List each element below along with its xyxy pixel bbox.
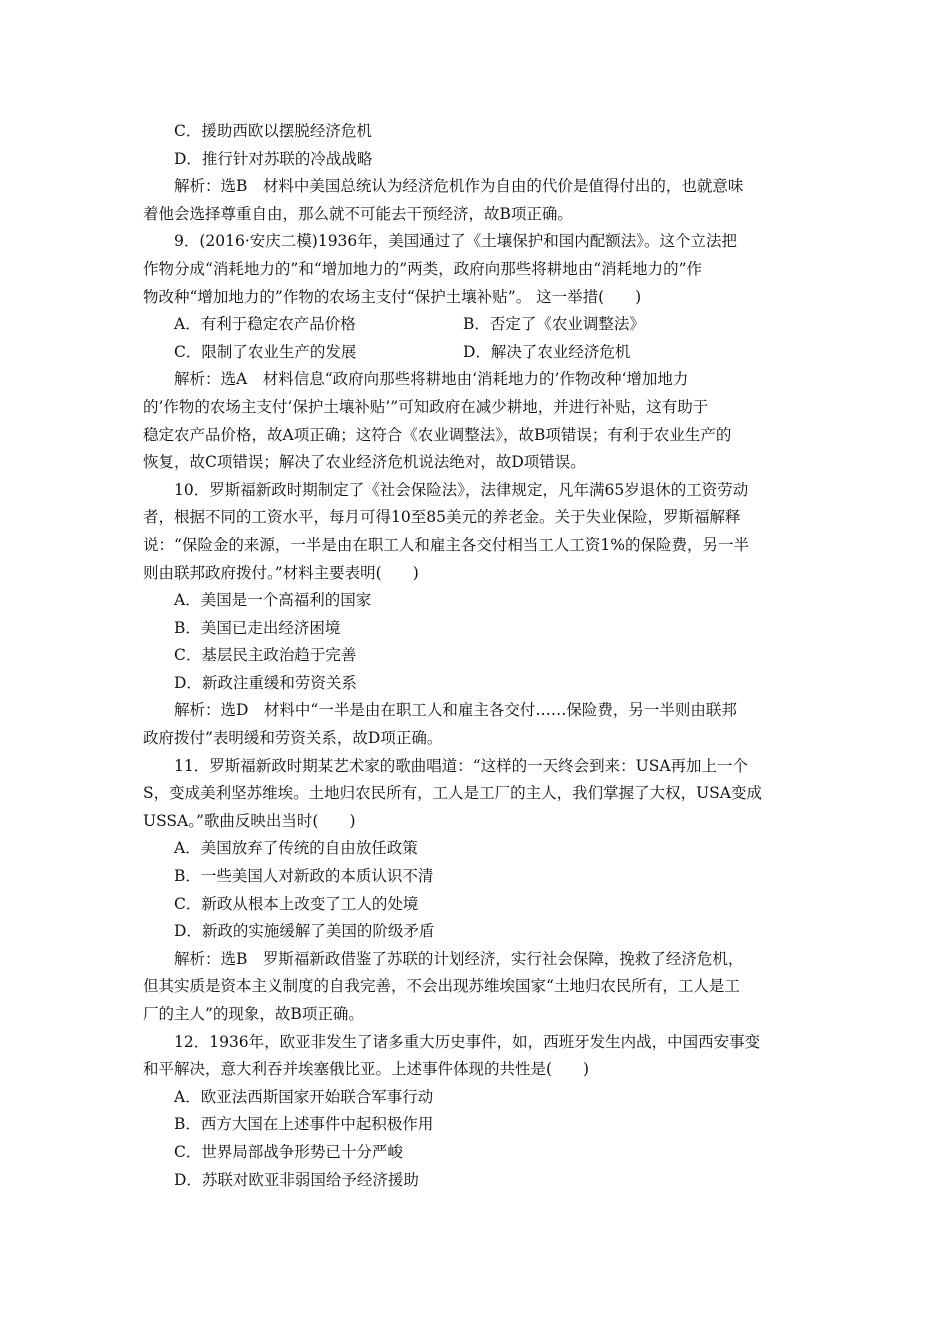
q9-analysis-line: 解析：选A 材料信息“政府向那些将耕地由‘消耗地力的’作物改种‘增加地力	[174, 370, 689, 389]
q12-option-a: A．欧亚法西斯国家开始联合军事行动	[174, 1087, 434, 1106]
q8-option-c: C．援助西欧以摆脱经济危机	[174, 122, 372, 140]
q12-stem-line: 12．1936年，欧亚非发生了诸多重大历史事件，如，西班牙发生内战，中国西安事变	[174, 1032, 761, 1051]
q11-option-a: A．美国放弃了传统的自由放任政策	[174, 839, 418, 858]
q11-analysis-line: 厂的主人”的现象，故B项正确。	[143, 1005, 364, 1023]
q11-analysis-line: 但其实质是资本主义制度的自我完善，不会出现苏维埃国家“土地归农民所有，工人是工	[143, 977, 740, 996]
q8-analysis-line: 着他会选择尊重自由，那么就不可能去干预经济，故B项正确。	[143, 204, 573, 223]
q8-option-d: D．推行针对苏联的冷战战略	[174, 149, 373, 168]
q10-stem-line: 10．罗斯福新政时期制定了《社会保险法》，法律规定，凡年满65岁退休的工资劳动	[174, 480, 749, 499]
q9-stem-line: 物改种“增加地力的”作物的农场主支付“保护土壤补贴”。 这一举措( )	[143, 287, 642, 306]
q10-option-c: C．基层民主政治趋于完善	[174, 646, 357, 665]
q9-option-a: A．有利于稳定农产品价格	[174, 315, 356, 334]
q10-option-a: A．美国是一个高福利的国家	[174, 591, 372, 610]
q11-option-c: C．新政从根本上改变了工人的处境	[174, 894, 419, 913]
q11-stem-line: USSA。”歌曲反映出当时( )	[143, 811, 356, 830]
q10-option-b: B．美国已走出经济困境	[174, 618, 341, 637]
q11-option-b: B．一些美国人对新政的本质认识不清	[174, 867, 434, 886]
q10-analysis-line: 解析：选D 材料中“一半是由在职工人和雇主各交付……保险费，另一半则由联邦	[174, 701, 737, 720]
q10-stem-line: 者，根据不同的工资水平，每月可得10至85美元的养老金。关于失业保险，罗斯福解释	[143, 508, 741, 527]
q9-analysis-line: 的’作物的农场主支付‘保护土壤补贴’”可知政府在减少耕地，并进行补贴，这有助于	[143, 397, 709, 416]
q11-stem-line: S，变成美利坚苏维埃。土地归农民所有，工人是工厂的主人，我们掌握了大权，USA变成	[143, 784, 762, 803]
q8-analysis-line: 解析：选B 材料中美国总统认为经济危机作为自由的代价是值得付出的，也就意味	[174, 177, 744, 196]
q9-option-d: D．解决了农业经济危机	[463, 342, 631, 361]
document-page	[143, 118, 809, 1194]
q10-stem-line: 说：“保险金的来源，一半是由在职工人和雇主各交付相当工人工资1%的保险费，另一半	[143, 535, 750, 554]
q9-option-b: B．否定了《农业调整法》	[463, 315, 645, 334]
q10-analysis-line: 政府拨付”表明缓和劳资关系，故D项正确。	[143, 729, 443, 748]
q11-analysis-line: 解析：选B 罗斯福新政借鉴了苏联的计划经济，实行社会保障，挽救了经济危机，	[174, 949, 744, 968]
q9-stem-line: 9．(2016·安庆二模)1936年，美国通过了《土壤保护和国内配额法》。这个立法把	[174, 232, 738, 251]
q10-stem-line: 则由联邦政府拨付。”材料主要表明( )	[143, 563, 419, 582]
q9-analysis-line: 恢复，故C项错误；解决了农业经济危机说法绝对，故D项错误。	[143, 453, 586, 472]
q12-stem-line: 和平解决，意大利吞并埃塞俄比亚。上述事件体现的共性是( )	[143, 1060, 590, 1079]
q11-option-d: D．新政的实施缓解了美国的阶级矛盾	[174, 922, 435, 941]
q9-options-row	[143, 311, 809, 339]
q9-stem-line: 作物分成“消耗地力的”和“增加地力的”两类，政府向那些将耕地由“消耗地力的”作	[143, 259, 703, 278]
q12-option-c: C．世界局部战争形势已十分严峻	[174, 1142, 403, 1161]
q10-option-d: D．新政注重缓和劳资关系	[174, 673, 357, 692]
q12-option-d: D．苏联对欧亚非弱国给予经济援助	[174, 1170, 419, 1189]
q12-option-b: B．西方大国在上述事件中起积极作用	[174, 1115, 434, 1134]
q9-analysis-line: 稳定农产品价格，故A项正确；这符合《农业调整法》，故B项错误；有利于农业生产的	[143, 425, 732, 444]
q9-options-row	[143, 339, 809, 367]
q11-stem-line: 11．罗斯福新政时期某艺术家的歌曲唱道：“这样的一天终会到来：USA再加上一个	[174, 756, 749, 775]
q9-option-c: C．限制了农业生产的发展	[174, 342, 357, 361]
